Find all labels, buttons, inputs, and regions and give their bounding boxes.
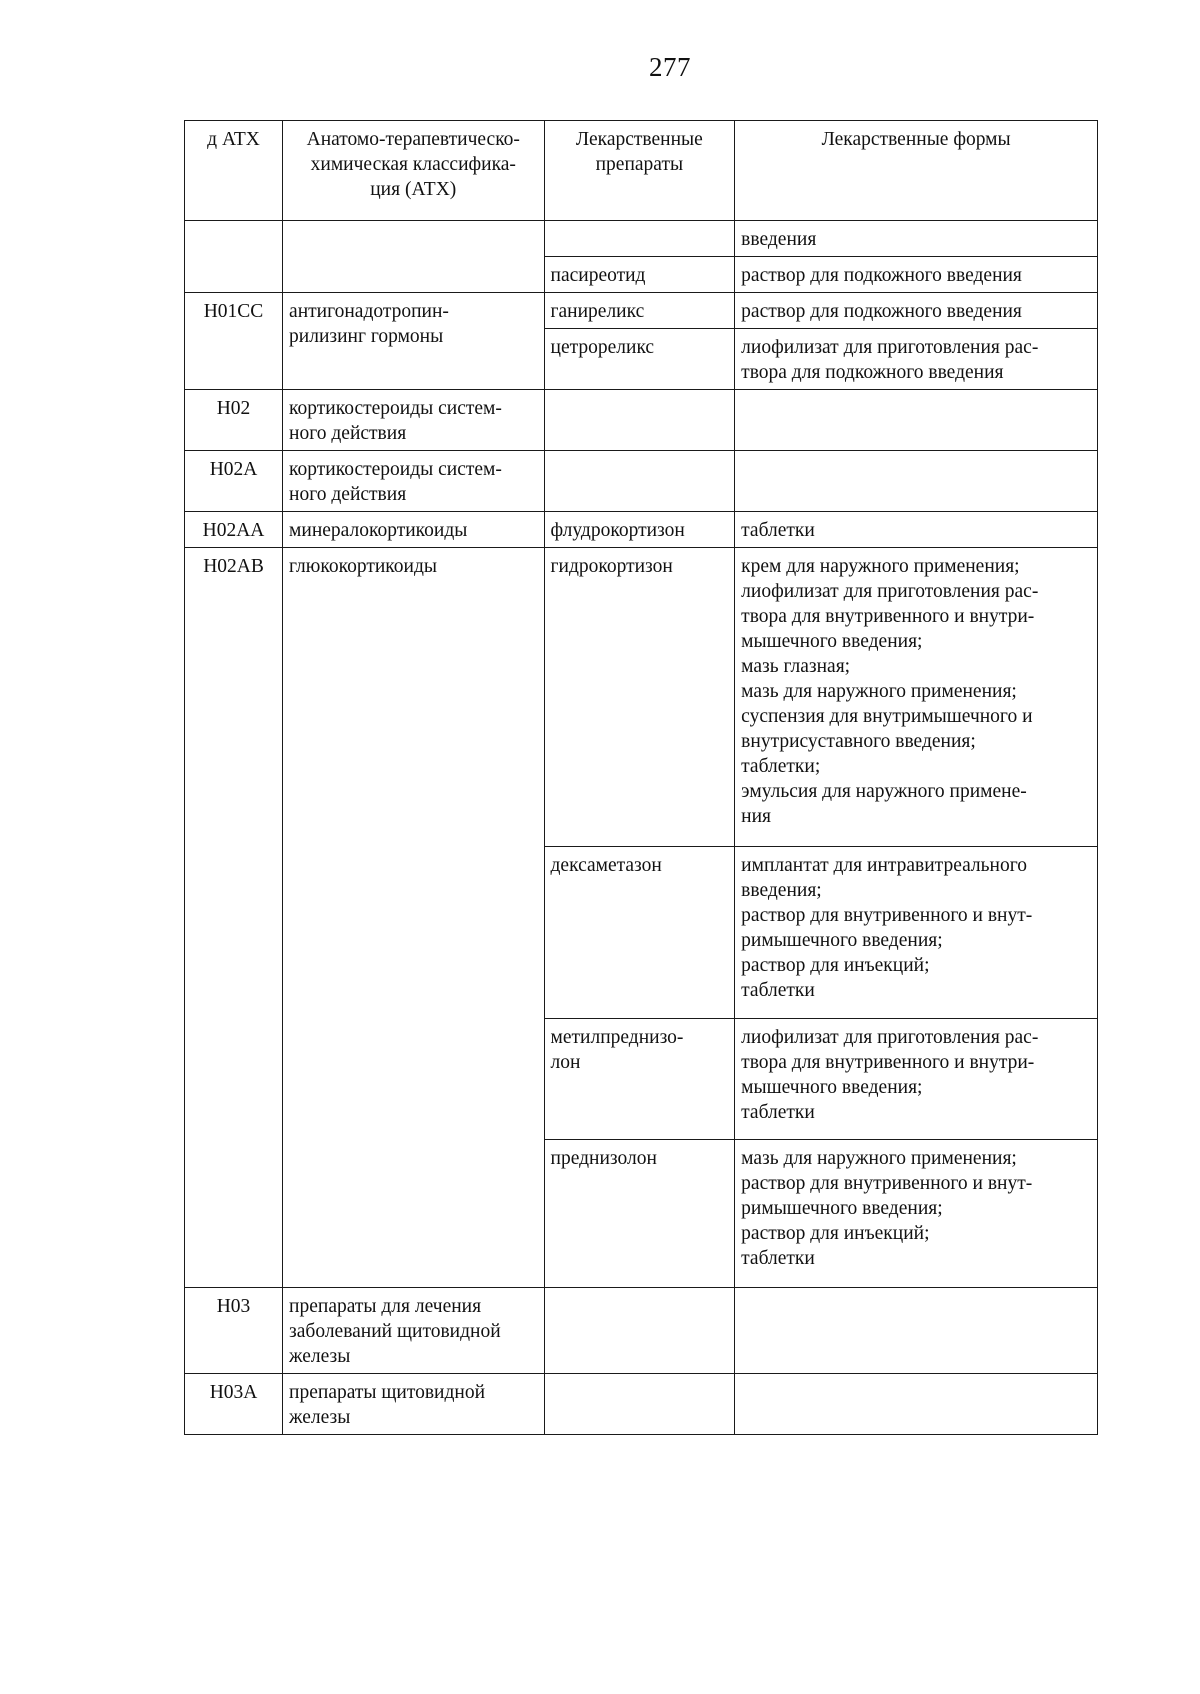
form-cell: крем для наружного применения; лиофилизат для приготовления рас- твора для внутривенного и внутри- мышечного введения; мазь глазная; мазь для наружного применения; суспензия для внутримышечного и внутрисуставного введения; таблетки; эмульсия для наружного примене- ния bbox=[735, 548, 1098, 847]
code-cell: H02A bbox=[185, 451, 283, 512]
drug-cell: флудрокортизон bbox=[544, 512, 735, 548]
classification-cell: кортикостероиды систем- ного действия bbox=[283, 451, 544, 512]
atc-classification-table bbox=[184, 120, 1098, 1435]
drug-cell bbox=[544, 451, 735, 512]
code-cell: H02 bbox=[185, 390, 283, 451]
code-cell: H03 bbox=[185, 1288, 283, 1374]
header-forms: Лекарственные формы bbox=[735, 121, 1098, 221]
drug-cell bbox=[544, 390, 735, 451]
table-header-row bbox=[185, 121, 1098, 221]
drug-cell bbox=[544, 221, 735, 257]
form-cell bbox=[735, 390, 1098, 451]
header-drugs: Лекарственные препараты bbox=[544, 121, 735, 221]
form-cell: лиофилизат для приготовления рас- твора для подкожного введения bbox=[735, 329, 1098, 390]
form-cell: раствор для подкожного введения bbox=[735, 257, 1098, 293]
table-row bbox=[185, 512, 1098, 548]
form-cell: мазь для наружного применения; раствор для внутривенного и внут- римышечного введения; раствор для инъекций; таблетки bbox=[735, 1140, 1098, 1288]
form-cell: раствор для подкожного введения bbox=[735, 293, 1098, 329]
header-code: д ATX bbox=[185, 121, 283, 221]
classification-cell bbox=[283, 221, 544, 293]
drug-cell bbox=[544, 1288, 735, 1374]
classification-cell: препараты щитовидной железы bbox=[283, 1374, 544, 1435]
classification-cell: минералокортикоиды bbox=[283, 512, 544, 548]
drug-cell bbox=[544, 1374, 735, 1435]
form-cell: имплантат для интравитреального введения; раствор для внутривенного и внут- римышечного введения; раствор для инъекций; таблетки bbox=[735, 847, 1098, 1019]
header-classification: Анатомо-терапевтическо- химическая классифика- ция (АТХ) bbox=[283, 121, 544, 221]
form-cell bbox=[735, 1374, 1098, 1435]
code-cell: H01CC bbox=[185, 293, 283, 390]
page-number: 277 bbox=[649, 52, 691, 82]
code-cell: H02AB bbox=[185, 548, 283, 1288]
table-row bbox=[185, 293, 1098, 329]
drug-cell: пасиреотид bbox=[544, 257, 735, 293]
table-row bbox=[185, 548, 1098, 847]
table-row bbox=[185, 1288, 1098, 1374]
classification-cell: антигонадотропин- рилизинг гормоны bbox=[283, 293, 544, 390]
drug-cell: цетрореликс bbox=[544, 329, 735, 390]
drug-cell: преднизолон bbox=[544, 1140, 735, 1288]
classification-cell: глюкокортикоиды bbox=[283, 548, 544, 1288]
code-cell: H02AA bbox=[185, 512, 283, 548]
table-row bbox=[185, 1374, 1098, 1435]
form-cell: лиофилизат для приготовления рас- твора для внутривенного и внутри- мышечного введения; таблетки bbox=[735, 1019, 1098, 1140]
form-cell bbox=[735, 451, 1098, 512]
table-row bbox=[185, 451, 1098, 512]
drug-cell: гидрокортизон bbox=[544, 548, 735, 847]
form-cell: таблетки bbox=[735, 512, 1098, 548]
table-row bbox=[185, 390, 1098, 451]
classification-cell: препараты для лечения заболеваний щитовидной железы bbox=[283, 1288, 544, 1374]
drug-cell: метилпреднизо- лон bbox=[544, 1019, 735, 1140]
drug-cell: дексаметазон bbox=[544, 847, 735, 1019]
table-row bbox=[185, 221, 1098, 257]
form-cell bbox=[735, 1288, 1098, 1374]
code-cell: H03A bbox=[185, 1374, 283, 1435]
drug-cell: ганиреликс bbox=[544, 293, 735, 329]
form-cell: введения bbox=[735, 221, 1098, 257]
classification-cell: кортикостероиды систем- ного действия bbox=[283, 390, 544, 451]
code-cell bbox=[185, 221, 283, 293]
